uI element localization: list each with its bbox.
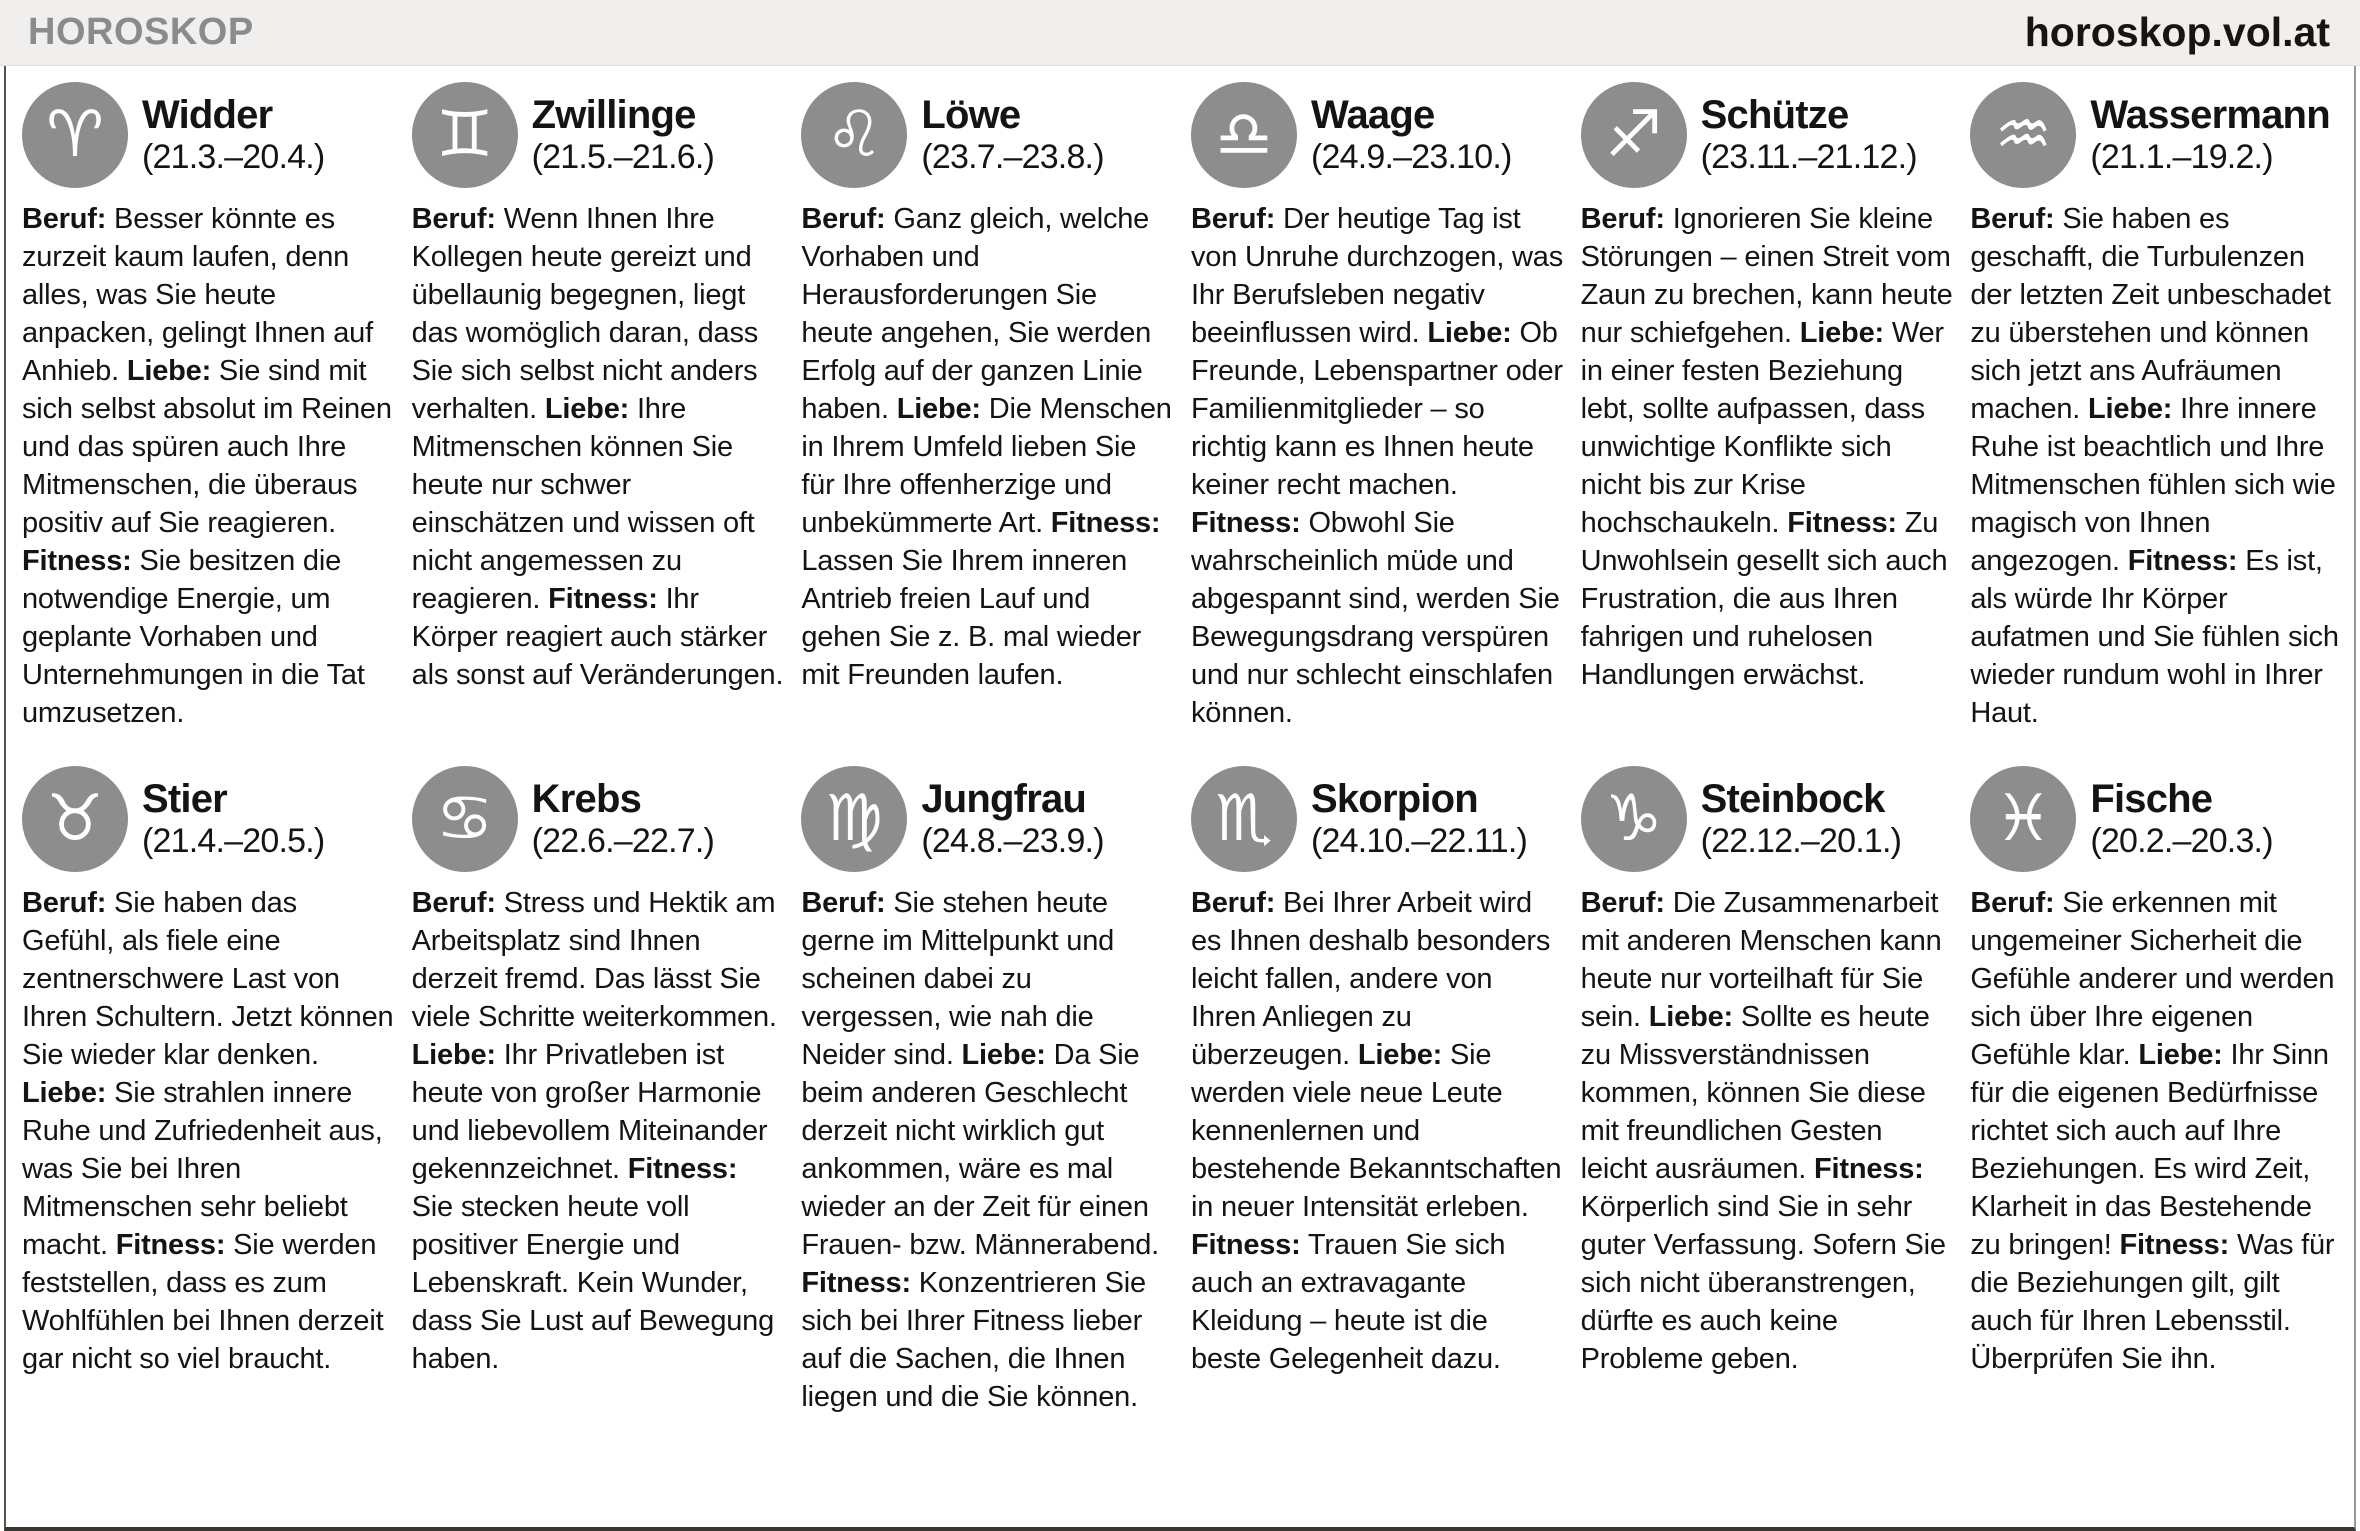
sagittarius-icon (1581, 82, 1687, 188)
liebe-label: Liebe: (1799, 317, 1884, 349)
beruf-text: Sie haben das Gefühl, als fiele eine zentnerschwere Last von Ihren Schultern. Jetzt können Sie wieder klar denken. (22, 887, 394, 1071)
sign-card-stier (22, 766, 396, 1416)
sign-head (1970, 82, 2344, 188)
sign-text (412, 884, 786, 1378)
sign-text (801, 884, 1175, 1416)
fitness-label: Fitness: (1050, 507, 1161, 539)
sign-head (1581, 82, 1955, 188)
liebe-label: Liebe: (411, 1039, 496, 1071)
sign-titles (1311, 93, 1512, 178)
sign-card-jungfrau (801, 766, 1175, 1416)
sign-text (22, 884, 396, 1378)
sign-dates: (23.7.–23.8.) (921, 137, 1104, 176)
sign-name: Steinbock (1700, 776, 1885, 821)
sign-text (1581, 884, 1955, 1378)
fitness-label: Fitness: (1190, 1229, 1301, 1261)
libra-glyph: ♎ (1215, 98, 1273, 172)
liebe-label: Liebe: (544, 393, 630, 425)
sign-head (412, 766, 786, 872)
sign-dates: (23.11.–21.12.) (1700, 137, 1917, 176)
sign-card-zwillinge (412, 82, 786, 732)
aquarius-glyph: ♒ (1994, 98, 2053, 172)
beruf-text: Wenn Ihnen Ihre Kollegen heute gereizt und übellaunig begegnen, liegt das womöglich daran, dass Sie sich selbst nicht anders verhalten. (411, 203, 759, 425)
beruf-label: Beruf: (1970, 887, 2055, 919)
sign-name: Skorpion (1310, 776, 1478, 821)
scorpio-icon (1191, 766, 1297, 872)
sign-head (1191, 82, 1565, 188)
sign-titles (921, 93, 1103, 178)
beruf-text: Sie stehen heute gerne im Mittelpunkt und scheinen dabei zu vergessen, wie nah die Neider sind. (801, 887, 1115, 1071)
fitness-text: Sie werden feststellen, dass es zum Wohlfühlen bei Ihnen derzeit gar nicht so viel braucht. (22, 1229, 384, 1375)
horoscope-content (4, 66, 2356, 1531)
fitness-text: Lassen Sie Ihrem inneren Antrieb freien Lauf und gehen Sie z. B. mal wieder mit Freunden laufen. (801, 545, 1142, 691)
sign-name: Löwe (921, 92, 1021, 137)
sign-card-wassermann (1970, 82, 2344, 732)
beruf-text: Bei Ihrer Arbeit wird es Ihnen deshalb besonders leicht fallen, andere von Ihren Anliegen zu überzeugen. (1190, 887, 1551, 1071)
leo-icon (801, 82, 907, 188)
fitness-label: Fitness: (1787, 507, 1897, 539)
beruf-text: Ignorieren Sie kleine Störungen – einen Streit vom Zaun zu brechen, kann heute nur schiefgehen. (1580, 203, 1953, 349)
liebe-text: Ihre innere Ruhe ist beachtlich und Ihre Mitmenschen fühlen sich wie magisch von Ihnen angezogen. (1970, 393, 2336, 577)
fitness-text: Was für die Beziehungen gilt, gilt auch für Ihren Lebensstil. Überprüfen Sie ihn. (1970, 1229, 2335, 1375)
aquarius-icon (1970, 82, 2076, 188)
sign-text (412, 200, 786, 694)
sign-name: Schütze (1700, 92, 1849, 137)
beruf-label: Beruf: (411, 203, 496, 235)
sagittarius-glyph: ♐ (1604, 98, 1663, 172)
sign-titles (142, 93, 324, 178)
liebe-label: Liebe: (22, 1077, 107, 1109)
fitness-label: Fitness: (1814, 1153, 1924, 1185)
sign-titles (1701, 93, 1917, 178)
sign-titles (921, 777, 1103, 862)
sign-card-widder (22, 82, 396, 732)
beruf-text: Der heutige Tag ist von Unruhe durchzogen, was Ihr Berufsleben negativ beeinflussen wird. (1190, 203, 1564, 349)
sign-name: Jungfrau (921, 776, 1087, 821)
sign-head (1581, 766, 1955, 872)
liebe-label: Liebe: (2138, 1039, 2223, 1071)
fitness-text: Obwohl Sie wahrscheinlich müde und abgespannt sind, werden Sie Bewegungsdrang verspüren und nur schlecht einschlafen können. (1190, 507, 1560, 729)
sign-name: Krebs (531, 776, 642, 821)
sign-name: Waage (1310, 92, 1435, 137)
beruf-text: Die Zusammenarbeit mit anderen Menschen kann heute nur vorteilhaft für Sie sein. (1580, 887, 1942, 1033)
beruf-label: Beruf: (411, 887, 496, 919)
fitness-text: Sie besitzen die notwendige Energie, um geplante Vorhaben und Unternehmungen in die Tat umzusetzen. (22, 545, 365, 729)
fitness-label: Fitness: (548, 583, 658, 615)
beruf-label: Beruf: (1580, 887, 1665, 919)
fitness-label: Fitness: (627, 1153, 738, 1185)
sign-text (1191, 884, 1565, 1378)
liebe-label: Liebe: (2088, 393, 2173, 425)
sign-titles (2090, 777, 2272, 862)
liebe-text: Ihr Sinn für die eigenen Bedürfnisse richtet sich auch auf Ihre Beziehungen. Es wird Zeit, Klarheit in das Bestehende zu bringen! (1970, 1039, 2329, 1261)
beruf-label: Beruf: (22, 203, 107, 235)
sign-titles (532, 777, 714, 862)
aries-glyph: ♈ (46, 98, 104, 172)
capricorn-glyph: ♑ (1604, 782, 1663, 856)
sign-dates: (24.10.–22.11.) (1310, 821, 1528, 860)
capricorn-icon (1581, 766, 1687, 872)
scorpio-glyph: ♏ (1215, 782, 1273, 856)
gemini-icon (412, 82, 518, 188)
liebe-text: Die Menschen in Ihrem Umfeld lieben Sie für Ihre offenherzige und unbekümmerte Art. (801, 393, 1172, 539)
liebe-label: Liebe: (896, 393, 981, 425)
sign-dates: (21.3.–20.4.) (142, 137, 325, 176)
fitness-text: Trauen Sie sich auch an extravagante Kleidung – heute ist die beste Gelegenheit dazu. (1190, 1229, 1506, 1375)
sign-head (1191, 766, 1565, 872)
liebe-text: Wer in einer festen Beziehung lebt, sollte aufpassen, dass unwichtige Konflikte sich nicht bis zur Krise hochschaukeln. (1580, 317, 1944, 539)
horoscope-grid (22, 82, 2344, 1416)
liebe-text: Sie strahlen innere Ruhe und Zufriedenheit aus, was Sie bei Ihren Mitmenschen sehr beliebt macht. (22, 1077, 383, 1261)
fitness-label: Fitness: (115, 1229, 226, 1261)
site-url: horoskop.vol.at (2024, 9, 2330, 55)
fitness-label: Fitness: (1190, 507, 1301, 539)
liebe-text: Ihr Privatleben ist heute von großer Harmonie und liebevollem Miteinander gekennzeichnet. (411, 1039, 768, 1185)
sign-text (22, 200, 396, 732)
liebe-label: Liebe: (1427, 317, 1512, 349)
liebe-text: Ihre Mitmenschen können Sie heute nur schwer einschätzen und wissen oft nicht angemessen zu reagieren. (411, 393, 755, 615)
fitness-text: Körperlich sind Sie in sehr guter Verfassung. Sofern Sie sich nicht überanstrengen, dürfte es auch keine Probleme geben. (1580, 1191, 1946, 1375)
sign-dates: (22.6.–22.7.) (531, 821, 715, 860)
sign-dates: (24.8.–23.9.) (921, 821, 1104, 860)
sign-titles (1311, 777, 1527, 862)
sign-card-krebs (412, 766, 786, 1416)
sign-name: Fische (2090, 776, 2213, 821)
beruf-text: Sie erkennen mit ungemeiner Sicherheit die Gefühle anderer und werden sich über Ihre eigenen Gefühle klar. (1970, 887, 2335, 1071)
sign-titles (532, 93, 714, 178)
beruf-label: Beruf: (801, 887, 886, 919)
fitness-label: Fitness: (2127, 545, 2238, 577)
sign-name: Zwillinge (531, 92, 696, 137)
liebe-label: Liebe: (1357, 1039, 1443, 1071)
sign-card-schuetze (1581, 82, 1955, 732)
beruf-label: Beruf: (1190, 203, 1276, 235)
virgo-icon (801, 766, 907, 872)
sign-head (1970, 766, 2344, 872)
pisces-glyph: ♓ (1994, 782, 2053, 856)
sign-name: Stier (142, 776, 227, 821)
aries-icon (22, 82, 128, 188)
beruf-text: Ganz gleich, welche Vorhaben und Herausforderungen Sie heute angehen, Sie werden Erfolg auf der ganzen Linie haben. (801, 203, 1152, 425)
sign-text (1191, 200, 1565, 732)
sign-text (801, 200, 1175, 694)
fitness-text: Konzentrieren Sie sich bei Ihrer Fitness lieber auf die Sachen, die Ihnen liegen und die Sie können. (801, 1267, 1146, 1413)
liebe-text: Ob Freunde, Lebenspartner oder Familienmitglieder – so richtig kann es Ihnen heute keiner recht machen. (1190, 317, 1563, 501)
sign-head (801, 82, 1175, 188)
fitness-text: Ihr Körper reagiert auch stärker als sonst auf Veränderungen. (411, 583, 784, 691)
sign-card-steinbock (1581, 766, 1955, 1416)
fitness-text: Es ist, als würde Ihr Körper aufatmen und Sie fühlen sich wieder rundum wohl in Ihrer Haut. (1970, 545, 2339, 729)
sign-titles (1701, 777, 1902, 862)
sign-dates: (24.9.–23.10.) (1310, 137, 1512, 176)
liebe-label: Liebe: (126, 355, 212, 387)
sign-head (22, 82, 396, 188)
cancer-glyph: ♋ (435, 782, 494, 856)
beruf-label: Beruf: (1190, 887, 1276, 919)
fitness-label: Fitness: (2119, 1229, 2230, 1261)
sign-dates: (22.12.–20.1.) (1700, 821, 1902, 860)
sign-text (1581, 200, 1955, 694)
sign-dates: (21.4.–20.5.) (142, 821, 325, 860)
sign-dates: (21.5.–21.6.) (531, 137, 715, 176)
sign-dates: (20.2.–20.3.) (2090, 821, 2273, 860)
sign-dates: (21.1.–19.2.) (2090, 137, 2273, 176)
taurus-glyph: ♉ (46, 782, 104, 856)
sign-head (412, 82, 786, 188)
fitness-text: Zu Unwohlsein gesellt sich auch Frustration, die aus Ihren fahrigen und ruhelosen Handlungen erwächst. (1580, 507, 1948, 691)
liebe-label: Liebe: (1648, 1001, 1733, 1033)
sign-name: Wassermann (2090, 92, 2330, 137)
sign-head (22, 766, 396, 872)
beruf-label: Beruf: (1970, 203, 2055, 235)
leo-glyph: ♌ (825, 98, 884, 172)
beruf-text: Besser könnte es zurzeit kaum laufen, denn alles, was Sie heute anpacken, gelingt Ihnen auf Anhieb. (22, 203, 373, 387)
liebe-text: Da Sie beim anderen Geschlecht derzeit nicht wirklich gut ankommen, wäre es mal wieder an der Zeit für einen Frauen- bzw. Männerabend. (801, 1039, 1160, 1261)
sign-titles (2090, 93, 2330, 178)
beruf-label: Beruf: (1580, 203, 1665, 235)
beruf-label: Beruf: (801, 203, 886, 235)
sign-name: Widder (142, 92, 273, 137)
beruf-text: Stress und Hektik am Arbeitsplatz sind Ihnen derzeit fremd. Das lässt Sie viele Schritte weiterkommen. (411, 887, 777, 1033)
sign-card-waage (1191, 82, 1565, 732)
sign-text (1970, 884, 2344, 1378)
sign-card-skorpion (1191, 766, 1565, 1416)
liebe-text: Sollte es heute zu Missverständnissen kommen, können Sie diese mit freundlichen Gesten leicht ausräumen. (1580, 1001, 1930, 1185)
virgo-glyph: ♍ (825, 782, 884, 856)
beruf-label: Beruf: (22, 887, 107, 919)
fitness-label: Fitness: (801, 1267, 911, 1299)
beruf-text: Sie haben es geschafft, die Turbulenzen der letzten Zeit unbeschadet zu überstehen und können sich jetzt ans Aufräumen machen. (1970, 203, 2331, 425)
libra-icon (1191, 82, 1297, 188)
fitness-text: Sie stecken heute voll positiver Energie und Lebenskraft. Kein Wunder, dass Sie Lust auf Bewegung haben. (411, 1191, 775, 1375)
taurus-icon (22, 766, 128, 872)
liebe-label: Liebe: (961, 1039, 1046, 1071)
page-title: HOROSKOP (28, 11, 254, 53)
sign-card-loewe (801, 82, 1175, 732)
sign-head (801, 766, 1175, 872)
sign-text (1970, 200, 2344, 732)
liebe-text: Sie sind mit sich selbst absolut im Reinen und das spüren auch Ihre Mitmenschen, die überaus positiv auf Sie reagieren. (22, 355, 392, 539)
gemini-glyph: ♊ (435, 98, 494, 172)
sign-titles (142, 777, 324, 862)
liebe-text: Sie werden viele neue Leute kennenlernen und bestehende Bekanntschaften in neuer Intensität erleben. (1190, 1039, 1562, 1223)
fitness-label: Fitness: (22, 545, 132, 577)
cancer-icon (412, 766, 518, 872)
sign-card-fische (1970, 766, 2344, 1416)
page-header (0, 0, 2360, 66)
pisces-icon (1970, 766, 2076, 872)
